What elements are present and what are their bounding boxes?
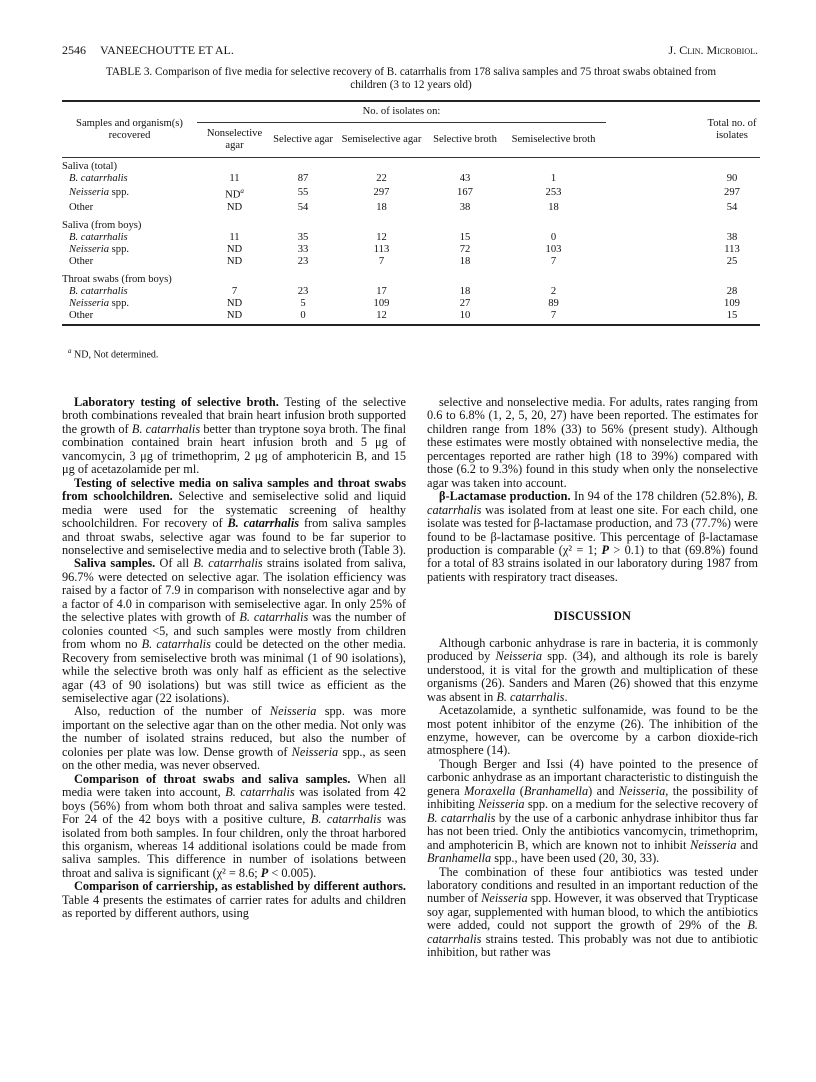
cell-value: ND: [226, 297, 243, 309]
page-number: 2546: [62, 43, 86, 57]
journal-name: J. Clin. Microbiol.: [668, 43, 758, 57]
cell-value: ND: [226, 243, 243, 255]
cell-value: 1: [550, 173, 557, 184]
cell-value: 7: [550, 255, 557, 267]
paragraph: Comparison of throat swabs and saliva samples. When all media were taken into account, B. catarrhalis was isolated from 42 boys (56%) from whom both throat and saliva samples were tested. For 24 of the 42 boys with a positive culture, B. catarrhalis was isolated from both samples. In four children, only the throat harbored this organism, whereas 14 additional isolations could be made from saliva samples. This difference in number of isolations between throat and saliva is significant (χ² = 8.6; P < 0.005).: [62, 771, 406, 880]
table-row: [62, 244, 760, 256]
group-label: Saliva (total): [62, 161, 118, 172]
cell-value: 18: [459, 255, 471, 267]
table-row: [62, 202, 760, 214]
table-row: [62, 310, 760, 325]
cell-value: 7: [378, 255, 385, 267]
header-total: Total no. of isolates: [606, 101, 760, 158]
paragraph: The combination of these four antibiotics was tested under laboratory conditions and resulted in an important reduction of the number of Neisseria spp. However, it was observed that Trypticase soy agar, supplemented with human blood, to which the antibiotics were added, could not support the growth of 29% of the B. catarrhalis strains tested. This probably was not due to antibiotic inhibition, but rather was: [427, 864, 758, 960]
organism-label: B. catarrhalis: [69, 231, 128, 243]
running-header: [62, 43, 758, 58]
table-row: [62, 256, 760, 268]
paragraph: Saliva samples. Of all B. catarrhalis strains isolated from saliva, 96.7% were detected on selective agar. The isolation efficiency was raised by a factor of 7.9 in comparison with nonselective agar and by a factor of 4.0 in comparison with semiselective agar. In only 25% of the selective plates with growth of B. catarrhalis was the number of colonies counted <5, and such samples were mostly from children from whom no B. catarrhalis could be detected on the other media. Recovery from semiselective broth was minimal (1 of 90 isolations), while the selective broth was only half as efficient as the selective agar (43 of 90 isolations) but was still twice as efficient as the semiselective agar (22 isolations).: [62, 556, 406, 705]
cell-total: 297: [724, 187, 740, 199]
paragraph: Though Berger and Issi (4) have pointed to the presence of carbonic anhydrase as an important characteristic to distinguish the genera Moraxella (Branhamella) and Neisseria, the possibility of inhibiting Neisseria spp. on a medium for the selective recovery of B. catarrhalis by the use of a carbonic anhydrase inhibitor thus far has not been tried. Only the antibiotics vancomycin, trimethoprim, and amphotericin B, which are known not to inhibit Neisseria and Branhamella spp., have been used (20, 30, 33).: [427, 756, 759, 866]
cell-value: 27: [459, 297, 471, 309]
cell-total: 54: [726, 201, 738, 213]
paragraph: Comparison of carriership, as established by different authors. Table 4 presents the estimates of carrier rates for adults and children as reported by different authors, using: [62, 879, 406, 921]
cell-value: 87: [297, 173, 309, 184]
header-group: No. of isolates on:: [197, 101, 606, 123]
column-header: Semiselective agar: [334, 123, 429, 158]
table-footnote: $^a$ ND, Not determined.: [68, 347, 159, 361]
cell-value: 11: [229, 173, 240, 184]
paragraph: Also, reduction of the number of Neisseria spp. was more important on the selective agar than on the other media. Not only was the number of isolated strains reduced, but also the number of colonies per plate was low. Dense growth of Neisseria spp., as seen on the other media, was never observed.: [62, 704, 407, 773]
organism-label: B. catarrhalis: [69, 173, 128, 184]
cell-value: 10: [459, 309, 471, 321]
cell-value: 2: [550, 285, 557, 297]
cell-total: 25: [726, 255, 738, 267]
cell-total: 113: [724, 243, 740, 255]
cell-value: 72: [459, 243, 471, 255]
cell-value: 22: [376, 173, 387, 184]
column-header: Semiselective broth: [501, 123, 606, 158]
cell-value: 35: [297, 231, 309, 243]
cell-value: 12: [376, 309, 387, 321]
cell-value: 11: [229, 231, 240, 243]
table-row: [62, 298, 760, 310]
cell-total: 38: [726, 231, 738, 243]
cell-total: 109: [724, 297, 740, 309]
paragraph: β-Lactamase production. In 94 of the 178 children (52.8%), B. catarrhalis was isolated from at least one site. For each child, one isolate was tested for β-lactamase production, and 73 (77.7%) were found to be β-lactamase positive. This percentage of β-lactamase production is comparable (χ² = 1; P > 0.1) to that (69.8%) found for a total of 83 strains isolated in our laboratory during 1987 from patients with respiratory tract diseases.: [427, 489, 758, 584]
cell-value: 167: [457, 187, 473, 199]
cell-value: 0: [300, 309, 306, 321]
left-column: [62, 396, 406, 921]
paragraph: Testing of selective media on saliva samples and throat swabs from schoolchildren. Selective and semiselective solid and liquid media were used for the systematic screening of healthy schoolchildren. For recovery of B. catarrhalis from saliva samples and throat swabs, selective agar was found to be far superior to nonselective and semiselective media and to selective broth (Table 3).: [62, 475, 407, 557]
cell-value: 103: [545, 243, 562, 255]
organism-label: Other: [69, 255, 94, 267]
cell-value: ND: [226, 309, 243, 321]
cell-value: 55: [297, 187, 309, 199]
organism-label: Neisseria spp.: [69, 187, 130, 199]
cell-value: 15: [459, 231, 471, 243]
cell-value: 113: [373, 243, 390, 255]
cell-value: 12: [376, 231, 387, 243]
cell-value: 297: [373, 187, 390, 199]
table-row: [62, 232, 760, 244]
group-label: Throat swabs (from boys): [62, 273, 172, 285]
organism-label: Neisseria spp.: [69, 243, 130, 255]
cell-value: 23: [297, 255, 309, 267]
cell-value: 18: [548, 201, 559, 213]
cell-value: 109: [373, 297, 390, 309]
cell-value: 7: [231, 285, 238, 297]
group-label: Saliva (from boys): [62, 219, 142, 231]
cell-value: 0: [550, 231, 557, 243]
cell-total: 28: [726, 285, 738, 297]
cell-value: 17: [376, 285, 387, 297]
table-row: [62, 286, 760, 298]
cell-value: 253: [545, 187, 562, 199]
cell-value: 18: [376, 201, 387, 213]
organism-label: B. catarrhalis: [69, 285, 128, 297]
cell-value: 33: [297, 243, 309, 255]
organism-label: Other: [69, 201, 94, 213]
table-caption-line1: TABLE 3. Comparison of five media for selective recovery of B. catarrhalis from 178 saliva samples and 75 throat swabs obtained from: [105, 66, 717, 78]
cell-value: ND: [226, 255, 243, 267]
cell-value: 89: [548, 297, 559, 309]
paragraph: Acetazolamide, a synthetic sulfonamide, was found to be the most potent inhibitor of the enzyme (26). The inhibition of the enzyme, however, can be overcome by a carbon dioxide-rich atmosphere (14).: [427, 703, 758, 758]
column-header: Nonselective agar: [197, 123, 272, 158]
organism-label: Other: [69, 309, 94, 321]
cell-value: 7: [550, 309, 557, 321]
table-3: [62, 100, 760, 326]
organism-label: Neisseria spp.: [69, 297, 130, 309]
paragraph: Laboratory testing of selective broth. Testing of the selective broth combinations revealed that brain heart infusion broth supported the growth of B. catarrhalis better than tryptone soya broth. The final combination contained brain heart infusion broth and 5 μg of vancomycin, 3 μg of trimethoprim, 2 μg of amphotericin B, and 15 μg of acetazolamide per ml.: [62, 395, 406, 477]
cell-value: 23: [297, 285, 309, 297]
table-caption: [62, 66, 760, 92]
column-header: Selective agar: [272, 123, 334, 158]
header-samples: Samples and organism(s) recovered: [62, 101, 197, 158]
column-header: Selective broth: [429, 123, 501, 158]
table-row: [62, 185, 760, 202]
table-row: [62, 173, 760, 185]
running-authors: VANEECHOUTTE ET AL.: [100, 43, 234, 57]
paragraph: Although carbonic anhydrase is rare in bacteria, it is commonly produced by Neisseria spp. (34), and although its role is barely understood, it is vital for the growth and multiplication of these organisms (26). Sanders and Maren (26) showed that this enzyme was absent in B. catarrhalis.: [427, 635, 758, 704]
cell-total: 90: [726, 173, 738, 184]
cell-value: ND: [226, 201, 243, 213]
cell-total: 15: [726, 309, 738, 321]
cell-value: 38: [459, 201, 471, 213]
table-caption-line2: children (3 to 12 years old): [350, 79, 472, 91]
paragraph: selective and nonselective media. For adults, rates ranging from 0.6 to 6.8% (1, 2, 5, 20, 27) have been reported. The estimates for children range from 18% (33) to 56% (present study). Although these estimates were mostly obtained with nonselective media, the percentages reported are rather high (18 to 39%) compared with those (6.2 to 9.3%) found in this study when only the nonselective agar was taken into account.: [427, 395, 758, 490]
cell-value: 54: [297, 201, 309, 213]
cell-value: 5: [300, 297, 306, 309]
cell-value: $ND^a$: [225, 187, 244, 201]
cell-value: 18: [459, 285, 471, 297]
cell-value: 43: [459, 173, 471, 184]
right-column: [427, 396, 758, 960]
discussion-heading: DISCUSSION: [553, 609, 632, 624]
